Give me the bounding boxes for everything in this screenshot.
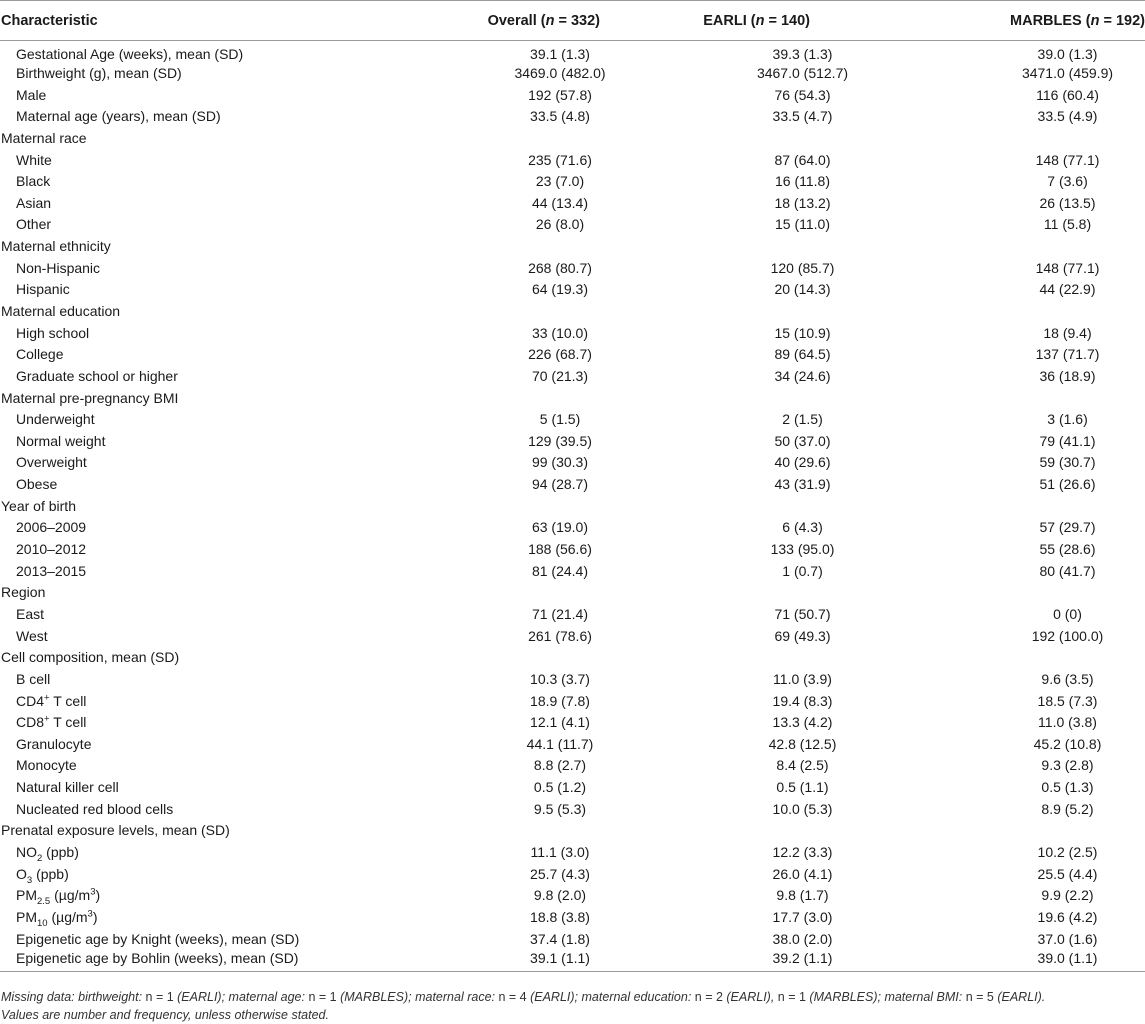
row-label: CD8+ T cell bbox=[16, 713, 87, 731]
cell-earli: 20 (14.3) bbox=[774, 281, 831, 298]
cell-earli: 50 (37.0) bbox=[774, 432, 831, 449]
row-label: East bbox=[16, 605, 45, 622]
row-label: Birthweight (g), mean (SD) bbox=[16, 64, 182, 81]
table-row bbox=[0, 863, 1145, 885]
table-row bbox=[0, 949, 1145, 971]
cell-marbles: 51 (26.6) bbox=[1039, 476, 1096, 493]
table-row bbox=[0, 170, 1145, 192]
cell-overall: 0.5 (1.2) bbox=[533, 779, 587, 796]
row-label: White bbox=[16, 151, 52, 168]
cell-earli: 1 (0.7) bbox=[782, 562, 823, 579]
cell-earli: 26.0 (4.1) bbox=[772, 865, 833, 882]
cell-earli: 87 (64.0) bbox=[774, 151, 831, 168]
cell-marbles: 9.3 (2.8) bbox=[1041, 757, 1094, 774]
row-label: Maternal age (years), mean (SD) bbox=[16, 108, 221, 125]
cell-earli: 43 (31.9) bbox=[774, 476, 831, 493]
cell-marbles: 7 (3.6) bbox=[1047, 173, 1088, 190]
cell-earli: 2 (1.5) bbox=[782, 411, 823, 428]
footnote-segment: n = 2 bbox=[694, 990, 723, 1004]
row-label: Overweight bbox=[16, 454, 87, 471]
cell-marbles: 55 (28.6) bbox=[1039, 541, 1096, 558]
cell-overall: 226 (68.7) bbox=[528, 346, 592, 363]
cell-marbles: 9.6 (3.5) bbox=[1041, 670, 1094, 687]
footnote-missing-data bbox=[1, 988, 1141, 1006]
section-row bbox=[0, 127, 1145, 149]
cell-overall: 33 (10.0) bbox=[531, 324, 589, 341]
cell-earli: 33.5 (4.7) bbox=[772, 108, 833, 125]
row-label: Epigenetic age by Knight (weeks), mean (SD) bbox=[16, 930, 300, 947]
cell-marbles: 0 (0) bbox=[1053, 605, 1082, 622]
footnote-segment: n = 1 bbox=[777, 990, 806, 1004]
row-label: B cell bbox=[16, 670, 51, 687]
cell-marbles: 33.5 (4.9) bbox=[1037, 108, 1098, 125]
table-row bbox=[0, 668, 1145, 690]
footnote-segment: n = 1 bbox=[308, 990, 337, 1004]
cell-overall: 8.8 (2.7) bbox=[533, 757, 587, 774]
table-row bbox=[0, 84, 1145, 106]
row-label: Graduate school or higher bbox=[16, 367, 178, 384]
cell-marbles: 116 (60.4) bbox=[1036, 86, 1099, 103]
section-label: Maternal ethnicity bbox=[1, 238, 111, 255]
table-row bbox=[0, 733, 1145, 755]
cell-marbles: 137 (71.7) bbox=[1035, 346, 1100, 363]
table-row bbox=[0, 430, 1145, 452]
table-row bbox=[0, 690, 1145, 712]
cell-overall: 10.3 (3.7) bbox=[530, 670, 590, 687]
section-label: Prenatal exposure levels, mean (SD) bbox=[1, 822, 230, 839]
table-row bbox=[0, 884, 1145, 906]
cell-overall: 44.1 (11.7) bbox=[526, 735, 594, 752]
row-label: College bbox=[16, 346, 64, 363]
cell-earli: 18 (13.2) bbox=[774, 194, 831, 211]
row-label: $NO_2$ (ppb) bbox=[16, 844, 79, 864]
cell-overall: 18.9 (7.8) bbox=[530, 692, 590, 709]
cell-earli: 71 (50.7) bbox=[774, 605, 831, 622]
footnote-segment: (EARLI); maternal education: bbox=[526, 990, 695, 1004]
cell-overall: 261 (78.6) bbox=[528, 627, 592, 644]
section-row bbox=[0, 495, 1145, 517]
cell-earli: 40 (29.6) bbox=[774, 454, 831, 471]
cell-overall: 26 (8.0) bbox=[535, 216, 585, 233]
table-row bbox=[0, 560, 1145, 582]
cell-earli: 3467.0 (512.7) bbox=[756, 64, 849, 81]
footnote-segment: Missing data: birthweight: bbox=[1, 990, 146, 1004]
row-label: West bbox=[16, 627, 48, 644]
cell-marbles: 148 (77.1) bbox=[1035, 151, 1100, 168]
cell-earli: 16 (11.8) bbox=[775, 173, 830, 190]
footnote-segment: n = 1 bbox=[145, 990, 174, 1004]
table-row bbox=[0, 322, 1145, 344]
section-row bbox=[0, 300, 1145, 322]
cell-marbles: 8.9 (5.2) bbox=[1041, 800, 1094, 817]
table-row bbox=[0, 279, 1145, 301]
cell-overall: 81 (24.4) bbox=[531, 562, 589, 579]
table-body bbox=[0, 41, 1145, 972]
cell-marbles: 10.2 (2.5) bbox=[1037, 844, 1098, 861]
table-row bbox=[0, 149, 1145, 171]
section-label: Maternal education bbox=[1, 303, 121, 319]
cell-overall: 23 (7.0) bbox=[535, 173, 585, 190]
cell-overall: 39.1 (1.1) bbox=[400, 949, 660, 971]
row-label: Granulocyte bbox=[16, 735, 92, 752]
cell-marbles: 192 (100.0) bbox=[1031, 627, 1104, 644]
row-label: Normal weight bbox=[16, 432, 106, 449]
cell-overall: 33.5 (4.8) bbox=[530, 108, 590, 125]
row-label: 2010–2012 bbox=[16, 541, 87, 558]
table-row bbox=[0, 755, 1145, 777]
cell-earli: 6 (4.3) bbox=[782, 519, 823, 536]
row-label: Nucleated red blood cells bbox=[16, 800, 174, 817]
cell-marbles: 148 (77.1) bbox=[1035, 259, 1100, 276]
cell-earli: 17.7 (3.0) bbox=[772, 908, 833, 925]
row-label: CD4+ T cell bbox=[16, 691, 87, 709]
cell-overall: 268 (80.7) bbox=[528, 259, 592, 276]
cell-overall: 5 (1.5) bbox=[539, 411, 581, 428]
row-label: Monocyte bbox=[16, 757, 77, 774]
cell-earli: 39.2 (1.1) bbox=[660, 949, 905, 971]
cell-overall: 235 (71.6) bbox=[528, 151, 592, 168]
cell-overall: 99 (30.3) bbox=[531, 454, 589, 471]
cell-earli: 15 (10.9) bbox=[774, 324, 831, 341]
section-row bbox=[0, 646, 1145, 668]
table-row bbox=[0, 343, 1145, 365]
cell-marbles: 79 (41.1) bbox=[1039, 432, 1096, 449]
table-row bbox=[0, 257, 1145, 279]
cell-overall: 64 (19.3) bbox=[531, 281, 589, 298]
cell-marbles: 0.5 (1.3) bbox=[1041, 779, 1094, 796]
row-label: $PM_{10}$ $(\mu g/m^3)$ bbox=[16, 908, 98, 929]
row-label: Black bbox=[16, 173, 51, 190]
cell-marbles: 57 (29.7) bbox=[1039, 519, 1096, 536]
table-header-row bbox=[0, 1, 1145, 41]
cell-marbles: 9.9 (2.2) bbox=[1041, 887, 1094, 904]
header-characteristic: Characteristic bbox=[0, 1, 400, 41]
cell-overall: 129 (39.5) bbox=[528, 432, 592, 449]
table-row bbox=[0, 41, 1145, 63]
cell-marbles: 59 (30.7) bbox=[1039, 454, 1096, 471]
cell-earli: 38.0 (2.0) bbox=[772, 930, 833, 947]
table-row bbox=[0, 928, 1145, 950]
footnote-values: Values are number and frequency, unless otherwise stated. bbox=[1, 1008, 329, 1022]
cell-overall: 25.7 (4.3) bbox=[530, 865, 590, 882]
table-row bbox=[0, 711, 1145, 733]
row-label: $PM_{2.5}$ $(\mu g/m^3)$ bbox=[16, 886, 101, 908]
table-row bbox=[0, 62, 1145, 84]
cell-overall: 11.1 (3.0) bbox=[530, 844, 590, 861]
header-overall: Overall (n = 332) bbox=[400, 1, 660, 41]
cell-overall: 63 (19.0) bbox=[531, 519, 589, 536]
section-row bbox=[0, 235, 1145, 257]
cell-earli: 11.0 (3.9) bbox=[773, 670, 832, 687]
cell-marbles: 39.0 (1.3) bbox=[1037, 45, 1098, 62]
table-row bbox=[0, 452, 1145, 474]
row-label: Obese bbox=[16, 476, 58, 493]
cell-earli: 89 (64.5) bbox=[774, 346, 831, 363]
cell-marbles: 44 (22.9) bbox=[1039, 281, 1096, 298]
section-label: Region bbox=[1, 584, 46, 601]
cell-marbles: 80 (41.7) bbox=[1039, 562, 1096, 579]
cell-earli: 120 (85.7) bbox=[770, 259, 835, 276]
cell-overall: 3469.0 (482.0) bbox=[514, 64, 606, 81]
cell-overall: 44 (13.4) bbox=[531, 194, 589, 211]
cell-overall: 70 (21.3) bbox=[531, 367, 589, 384]
table-row bbox=[0, 798, 1145, 820]
cell-marbles: 3471.0 (459.9) bbox=[1021, 64, 1114, 81]
table-row bbox=[0, 625, 1145, 647]
section-row bbox=[0, 820, 1145, 842]
cell-marbles: 25.5 (4.4) bbox=[1037, 865, 1098, 882]
cell-marbles: 18 (9.4) bbox=[1043, 324, 1092, 341]
row-label: Underweight bbox=[16, 411, 95, 428]
footnote-segment: (EARLI); maternal age: bbox=[173, 990, 309, 1004]
cell-earli: 34 (24.6) bbox=[774, 367, 831, 384]
cell-overall: 192 (57.8) bbox=[528, 86, 592, 103]
table-row bbox=[0, 473, 1145, 495]
cell-earli: 133 (95.0) bbox=[770, 541, 835, 558]
table-row bbox=[0, 841, 1145, 863]
footnote-segment: n = 4 bbox=[498, 990, 527, 1004]
cell-marbles: 3 (1.6) bbox=[1047, 411, 1088, 428]
row-label: Other bbox=[16, 216, 52, 233]
cell-marbles: 26 (13.5) bbox=[1039, 194, 1096, 211]
cell-earli: 9.8 (1.7) bbox=[776, 887, 829, 904]
cell-earli: 8.4 (2.5) bbox=[776, 757, 829, 774]
cell-overall: 18.8 (3.8) bbox=[530, 908, 590, 925]
cell-marbles: 11 (5.8) bbox=[1043, 216, 1092, 233]
row-label: Natural killer cell bbox=[16, 779, 119, 796]
section-label: Maternal race bbox=[1, 129, 87, 146]
row-label: High school bbox=[16, 324, 90, 341]
footnote-segment: n = 5 bbox=[965, 990, 994, 1004]
cell-earli: 15 (11.0) bbox=[775, 216, 830, 233]
cell-earli: 19.4 (8.3) bbox=[772, 692, 833, 709]
row-label: $O_3$ (ppb) bbox=[16, 865, 69, 886]
cell-earli: 42.8 (12.5) bbox=[768, 735, 837, 752]
cell-overall: 12.1 (4.1) bbox=[530, 714, 590, 731]
section-row bbox=[0, 387, 1145, 409]
table-row bbox=[0, 214, 1145, 236]
cell-earli: 12.2 (3.3) bbox=[772, 844, 833, 861]
cell-marbles: 39.0 (1.1) bbox=[905, 949, 1145, 971]
row-label: 2013–2015 bbox=[16, 562, 87, 579]
table-row bbox=[0, 603, 1145, 625]
table-row bbox=[0, 906, 1145, 928]
footnote-segment: (MARBLES); maternal race: bbox=[336, 990, 499, 1004]
cell-overall: 37.4 (1.8) bbox=[530, 930, 590, 947]
cell-earli: 76 (54.3) bbox=[774, 86, 831, 103]
cell-overall: 9.8 (2.0) bbox=[533, 887, 587, 904]
table-footnote bbox=[1, 988, 1141, 1024]
header-marbles: MARBLES (n = 192) bbox=[905, 1, 1145, 41]
table-row bbox=[0, 365, 1145, 387]
section-label: Year of birth bbox=[1, 497, 76, 514]
cell-overall: 9.5 (5.3) bbox=[533, 800, 587, 817]
footnote-segment: (MARBLES); maternal BMI: bbox=[805, 990, 966, 1004]
cell-overall: 71 (21.4) bbox=[531, 605, 589, 622]
row-label: Male bbox=[16, 86, 47, 103]
footnote-segment: (EARLI), bbox=[722, 990, 778, 1004]
table-row bbox=[0, 538, 1145, 560]
table-row bbox=[0, 517, 1145, 539]
row-label: Epigenetic age by Bohlin (weeks), mean (SD) bbox=[0, 949, 400, 971]
header-earli: EARLI (n = 140) bbox=[660, 1, 905, 41]
table-row bbox=[0, 192, 1145, 214]
cell-earli: 39.3 (1.3) bbox=[772, 45, 833, 62]
row-label: Non-Hispanic bbox=[16, 259, 101, 276]
section-row bbox=[0, 582, 1145, 604]
cell-overall: 188 (56.6) bbox=[528, 541, 592, 558]
row-label: Hispanic bbox=[16, 281, 70, 298]
row-label: Gestational Age (weeks), mean (SD) bbox=[16, 45, 244, 62]
cell-earli: 13.3 (4.2) bbox=[772, 714, 833, 731]
cell-marbles: 45.2 (10.8) bbox=[1033, 735, 1102, 752]
cell-earli: 0.5 (1.1) bbox=[776, 779, 829, 796]
cell-marbles: 36 (18.9) bbox=[1039, 367, 1096, 384]
table-row bbox=[0, 105, 1145, 127]
section-label: Maternal pre-pregnancy BMI bbox=[1, 389, 179, 406]
section-label: Cell composition, mean (SD) bbox=[1, 649, 180, 666]
cell-marbles: 18.5 (7.3) bbox=[1037, 692, 1098, 709]
cell-marbles: 11.0 (3.8) bbox=[1038, 714, 1097, 731]
cell-overall: 39.1 (1.3) bbox=[530, 45, 590, 62]
row-label: 2006–2009 bbox=[16, 519, 87, 536]
cell-marbles: 19.6 (4.2) bbox=[1037, 908, 1098, 925]
cell-earli: 10.0 (5.3) bbox=[772, 800, 833, 817]
row-label: Asian bbox=[16, 194, 52, 211]
cell-marbles: 37.0 (1.6) bbox=[1037, 930, 1098, 947]
cell-earli: 69 (49.3) bbox=[774, 627, 831, 644]
footnote-segment: (EARLI). bbox=[993, 990, 1046, 1004]
cell-overall: 94 (28.7) bbox=[531, 476, 589, 493]
table-row bbox=[0, 408, 1145, 430]
table-row bbox=[0, 776, 1145, 798]
